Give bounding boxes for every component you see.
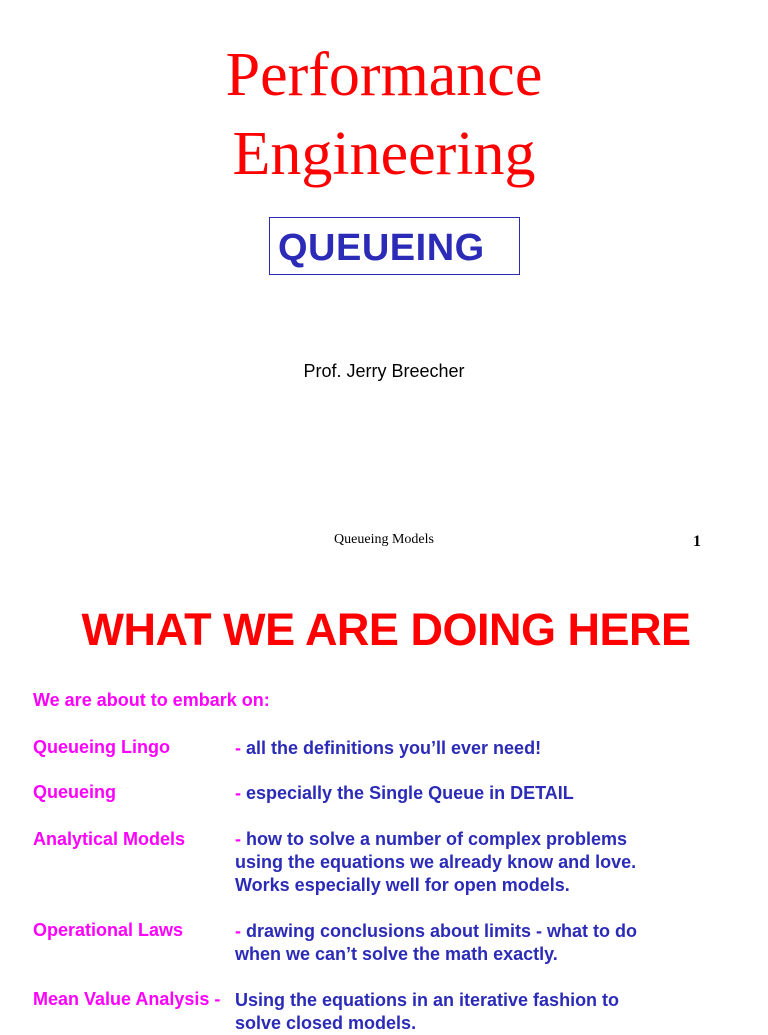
dash: - [235,738,246,758]
title-line-1: Performance [225,41,543,109]
subtitle-box [269,217,520,275]
dash: - [235,829,246,849]
term-analytical-models: Analytical Models [33,829,186,849]
slide-heading: WHAT WE ARE DOING HERE [81,604,691,655]
page-number: 1 [693,533,701,550]
footer-title: Queueing Models [334,532,434,547]
term-mean-value-analysis: Mean Value Analysis - [33,989,221,1009]
desc-line: Using the equations in an iterative fashion to [235,990,620,1010]
dash: - [235,921,246,941]
desc-operational-laws [235,920,637,966]
desc-line: all the definitions you’ll ever need! [246,738,542,758]
dash: - [235,783,246,803]
desc-line: solve closed models. [235,1013,417,1033]
title-line-2: Engineering [232,120,536,188]
term-queueing: Queueing [33,782,117,802]
desc-line: using the equations we already know and love. [235,852,637,872]
desc-line: how to solve a number of complex problems [246,829,628,849]
term-queueing-lingo: Queueing Lingo [33,737,170,757]
subtitle: QUEUEING [278,227,485,269]
desc-queueing-lingo [235,737,541,760]
desc-line: Works especially well for open models. [235,875,570,895]
desc-analytical-models [235,828,636,897]
intro-text: We are about to embark on: [33,690,270,710]
term-operational-laws: Operational Laws [33,920,184,940]
desc-line: drawing conclusions about limits - what to do [246,921,638,941]
desc-mean-value-analysis [235,989,619,1035]
desc-line: especially the Single Queue in DETAIL [246,783,574,803]
author: Prof. Jerry Breecher [303,361,465,381]
desc-line: when we can’t solve the math exactly. [235,944,558,964]
desc-queueing [235,782,574,805]
